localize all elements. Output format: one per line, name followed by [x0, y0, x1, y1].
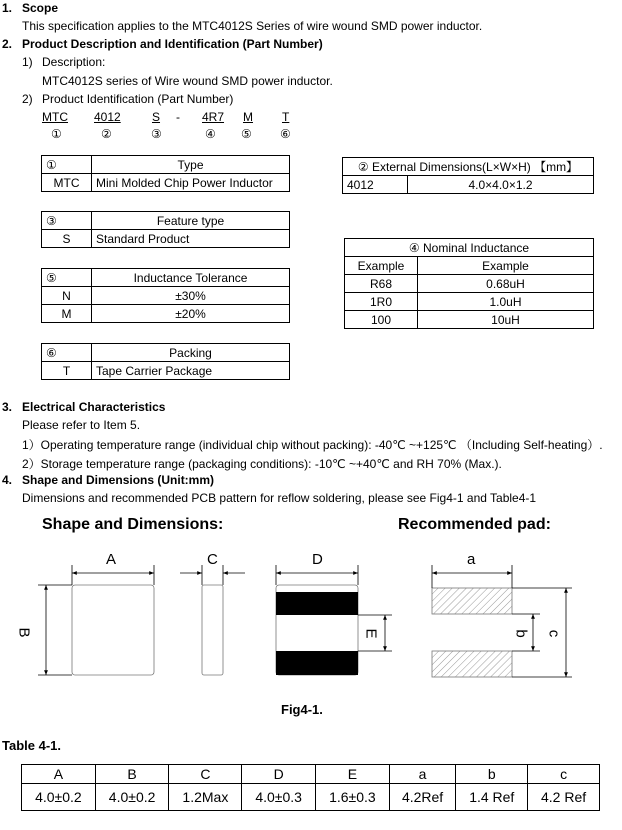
table-4-1-value: 4.0±0.3: [242, 784, 316, 811]
table-4-1-head: C: [169, 765, 242, 784]
type-table: [41, 155, 290, 192]
circle-2: ②: [101, 127, 112, 141]
tolerance-table: [41, 268, 290, 323]
label-a: a: [467, 551, 476, 568]
table-4-1-value-row: [22, 784, 600, 811]
circle-3: ③: [151, 127, 162, 141]
electrode-top: [276, 592, 358, 615]
inductance-table-code: 100: [345, 311, 418, 329]
tolerance-table-head-key: ⑤: [42, 269, 92, 287]
label-c: c: [545, 629, 563, 638]
dimensions-table-value: 4.0×4.0×1.2: [408, 176, 594, 194]
packing-table-desc: Tape Carrier Package: [92, 362, 290, 380]
pad-title: Recommended pad:: [398, 516, 551, 533]
tolerance-table-code: M: [42, 305, 92, 323]
circle-4: ④: [205, 127, 216, 141]
electrode-bottom: [276, 651, 358, 675]
tolerance-table-code: N: [42, 287, 92, 305]
part-id-number: 2): [22, 92, 33, 106]
table-4-1-title: Table 4-1.: [2, 738, 62, 753]
table-4-1-head: E: [316, 765, 390, 784]
section-2-title: Product Description and Identification (Part Number): [22, 37, 323, 51]
type-table-head-key: ①: [42, 156, 92, 174]
dimensions-table-head: ② External Dimensions(L×W×H) 【mm】: [343, 158, 594, 176]
figure-caption: Fig4-1.: [281, 702, 323, 717]
description-number: 1): [22, 55, 33, 69]
section-4-text: Dimensions and recommended PCB pattern for reflow soldering, please see Fig4-1 and Table4-1: [22, 491, 537, 505]
label-B: B: [15, 627, 33, 638]
part-code-tolerance: M: [243, 110, 253, 124]
label-A: A: [106, 551, 117, 568]
part-code-inductance: 4R7: [202, 110, 225, 124]
type-table-head-label: Type: [92, 156, 290, 174]
table-4-1-value: 1.2Max: [169, 784, 242, 811]
inductance-table-value: 1.0uH: [418, 293, 594, 311]
table-4-1-value: 4.0±0.2: [22, 784, 96, 811]
table-4-1-value: 4.2 Ref: [528, 784, 600, 811]
table-4-1-head: D: [242, 765, 316, 784]
packing-table-code: T: [42, 362, 92, 380]
inductance-table-subhead: Example: [418, 257, 594, 275]
operating-temperature-line: 1）Operating temperature range (individual chip without packing): -40℃ ~+125℃ （Including Self-heating）.: [22, 438, 603, 452]
pad-top: [432, 588, 512, 614]
top-view-body: [72, 585, 154, 675]
table-4-1-value: 4.0±0.2: [95, 784, 169, 811]
type-table-desc: Mini Molded Chip Power Inductor: [92, 174, 290, 192]
table-4-1-head: c: [528, 765, 600, 784]
type-table-code: MTC: [42, 174, 92, 192]
label-E: E: [362, 628, 380, 639]
table-4-1-header-row: [22, 765, 600, 784]
section-1-title: Scope: [22, 1, 59, 15]
table-4-1-head: A: [22, 765, 96, 784]
dimensions-table-code: 4012: [343, 176, 408, 194]
shape-title: Shape and Dimensions:: [42, 516, 224, 533]
part-code-type: MTC: [42, 110, 68, 124]
table-4-1: [21, 764, 600, 811]
table-4-1-value: 1.6±0.3: [316, 784, 390, 811]
feature-table: [41, 211, 290, 248]
tolerance-table-value: ±20%: [92, 305, 290, 323]
section-4-number: 4.: [2, 473, 13, 487]
label-D: D: [312, 551, 323, 568]
section-3-text: Please refer to Item 5.: [22, 418, 141, 432]
section-2-number: 2.: [2, 37, 13, 51]
section-4-title: Shape and Dimensions (Unit:mm): [22, 473, 215, 487]
storage-temperature-line: 2）Storage temperature range (packaging conditions): -10℃ ~+40℃ and RH 70% (Max.).: [22, 457, 502, 471]
part-code-packing: T: [282, 110, 290, 124]
feature-table-head-key: ③: [42, 212, 92, 230]
circle-1: ①: [51, 127, 62, 141]
table-4-1-head: a: [389, 765, 456, 784]
feature-table-head-label: Feature type: [92, 212, 290, 230]
part-code-size: 4012: [94, 110, 121, 124]
inductance-table-value: 0.68uH: [418, 275, 594, 293]
table-4-1-head: B: [95, 765, 169, 784]
inductance-table-value: 10uH: [418, 311, 594, 329]
part-code-dash: -: [176, 110, 180, 124]
label-b: b: [512, 629, 530, 638]
packing-table: [41, 343, 290, 380]
tolerance-table-head-label: Inductance Tolerance: [92, 269, 290, 287]
table-4-1-value: 1.4 Ref: [456, 784, 528, 811]
circle-5: ⑤: [241, 127, 252, 141]
feature-table-desc: Standard Product: [92, 230, 290, 248]
dimensions-table: [342, 157, 594, 194]
circle-6: ⑥: [280, 127, 291, 141]
section-3-title: Electrical Characteristics: [22, 400, 166, 414]
table-4-1-value: 4.2Ref: [389, 784, 456, 811]
inductance-table-subhead: Example: [345, 257, 418, 275]
inductance-table: [344, 238, 594, 329]
label-C: C: [207, 551, 218, 568]
section-1-number: 1.: [2, 1, 13, 15]
side-view-body: [202, 585, 223, 675]
table-4-1-head: b: [456, 765, 528, 784]
description-title: Description:: [42, 55, 106, 69]
part-code-feature: S: [152, 110, 161, 124]
inductance-table-head: ④ Nominal Inductance: [345, 239, 594, 257]
part-id-title: Product Identification (Part Number): [42, 92, 234, 106]
feature-table-code: S: [42, 230, 92, 248]
inductance-table-code: 1R0: [345, 293, 418, 311]
description-text: MTC4012S series of Wire wound SMD power inductor.: [42, 74, 333, 88]
packing-table-head-label: Packing: [92, 344, 290, 362]
section-3-number: 3.: [2, 400, 13, 414]
tolerance-table-value: ±30%: [92, 287, 290, 305]
packing-table-head-key: ⑥: [42, 344, 92, 362]
section-1-text: This specification applies to the MTC4012S Series of wire wound SMD power inductor.: [22, 19, 483, 33]
pad-bottom: [432, 651, 512, 677]
inductance-table-code: R68: [345, 275, 418, 293]
